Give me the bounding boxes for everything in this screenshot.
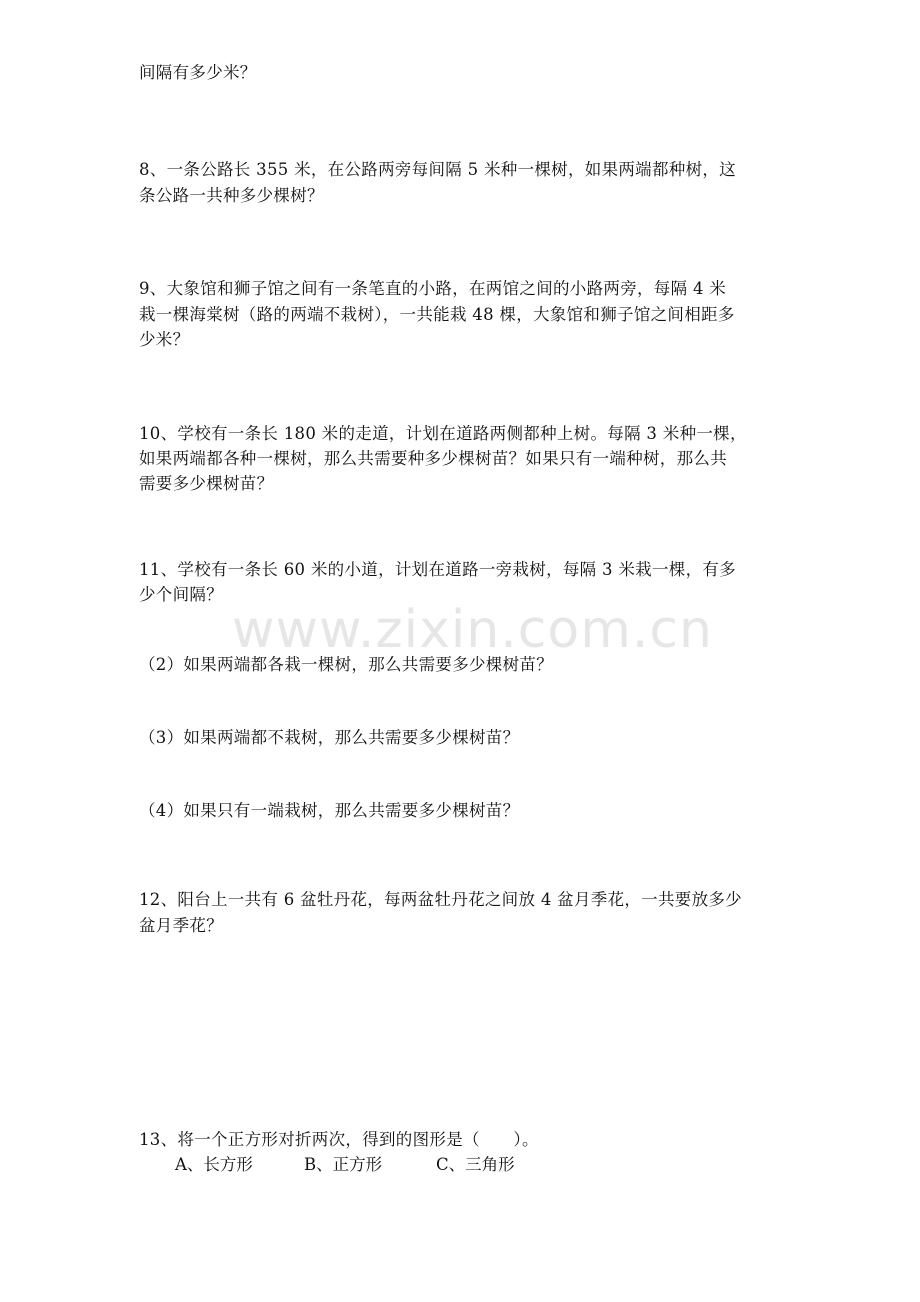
q13-option-a: A、长方形 — [175, 1155, 253, 1174]
watermark: www.zixin.com.cn — [232, 600, 713, 660]
q11-sub-4: （4）如果只有一端栽树，那么共需要多少棵树苗？ — [139, 801, 520, 820]
q9-line-1: 9、大象馆和狮子馆之间有一条笔直的小路，在两馆之间的小路两旁，每隔 4 米 — [139, 279, 727, 298]
q8-line-2: 条公路一共种多少棵树？ — [139, 186, 324, 205]
q10-line-3: 需要多少棵树苗？ — [139, 474, 274, 493]
q11-sub-2: （2）如果两端都各栽一棵树，那么共需要多少棵树苗？ — [139, 655, 553, 674]
q11-sub-3: （3）如果两端都不栽树，那么共需要多少棵树苗？ — [139, 728, 520, 747]
q8-line-1: 8、一条公路长 355 米，在公路两旁每间隔 5 米种一棵树，如果两端都种树，这 — [139, 160, 736, 179]
q12-line-2: 盆月季花？ — [139, 916, 223, 935]
q7-tail-text: 间隔有多少米？ — [139, 63, 257, 82]
q12-line-1: 12、阳台上一共有 6 盆牡丹花，每两盆牡丹花之间放 4 盆月季花，一共要放多少 — [139, 890, 742, 909]
q11-line-1: 11、学校有一条长 60 米的小道，计划在道路一旁栽树，每隔 3 米栽一棵，有多 — [139, 560, 736, 579]
q10-line-1: 10、学校有一条长 180 米的走道，计划在道路两侧都种上树。每隔 3 米种一棵， — [139, 424, 747, 443]
q10-line-2: 如果两端都各种一棵树，那么共需要种多少棵树苗？如果只有一端种树，那么共 — [139, 449, 727, 468]
q9-line-2: 栽一棵海棠树（路的两端不栽树），一共能栽 48 棵，大象馆和狮子馆之间相距多 — [139, 305, 735, 324]
q13-option-c: C、三角形 — [436, 1155, 515, 1174]
q13-option-b: B、正方形 — [304, 1155, 383, 1174]
q9-line-3: 少米？ — [139, 330, 190, 349]
q11-line-2: 少个间隔？ — [139, 585, 223, 604]
q13-stem: 13、将一个正方形对折两次，得到的图形是（ ）。 — [139, 1130, 539, 1149]
